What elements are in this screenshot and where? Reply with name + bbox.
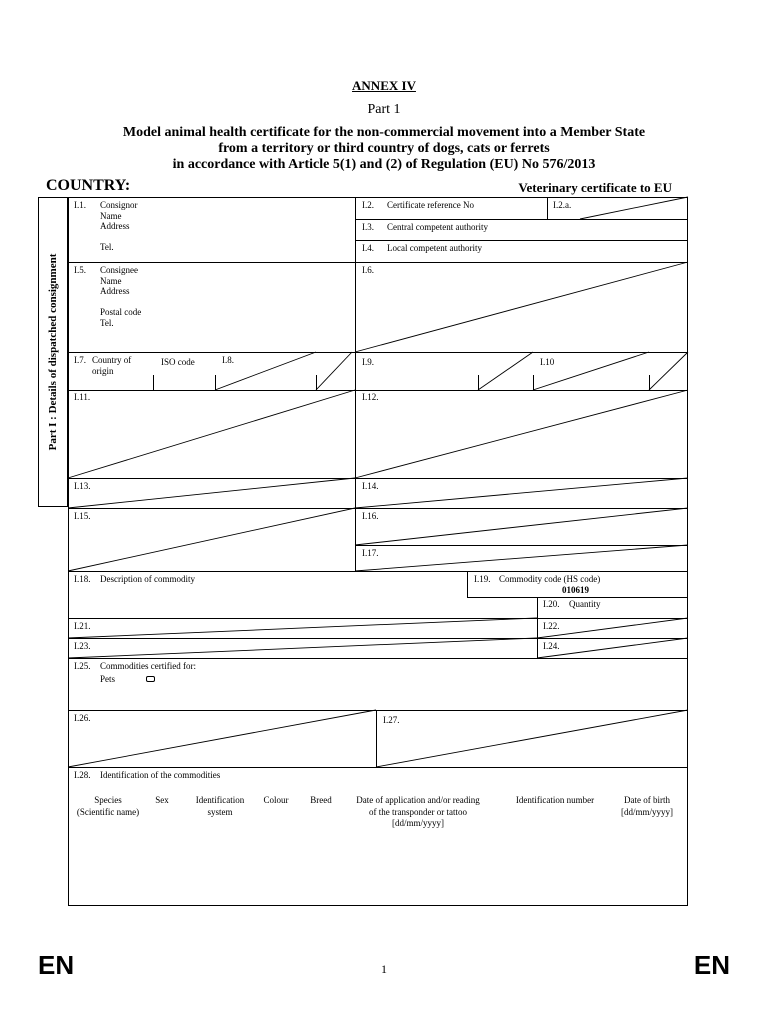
field-i19-code: I.19.	[474, 574, 491, 584]
field-i20-code: I.20.	[543, 599, 560, 609]
title-line-3: in accordance with Article 5(1) and (2) of Regulation (EU) No 576/2013	[172, 157, 596, 172]
country-of-label: Country of	[92, 355, 132, 365]
certificate-reference-label: Certificate reference No	[387, 200, 474, 210]
central-authority-label: Central competent authority	[387, 222, 488, 232]
consignee-address-label: Address	[100, 286, 130, 296]
field-i28-code: I.28.	[74, 770, 91, 780]
column-species	[77, 795, 139, 818]
field-i4-code: I.4.	[362, 243, 374, 253]
column-date-of-birth-line-1: Date of birth	[624, 795, 670, 805]
field-i2-code: I.2.	[362, 200, 374, 210]
consignor-label: Consignor	[100, 200, 138, 210]
field-i5-code: I.5.	[74, 265, 86, 275]
consignor-name-label: Name	[100, 210, 122, 221]
field-i15-code: I.15.	[74, 511, 91, 521]
country-of-origin-label	[92, 355, 131, 376]
consignor-blank-line	[100, 232, 138, 243]
field-i25-code: I.25.	[74, 661, 91, 671]
description-of-commodity-label: Description of commodity	[100, 574, 195, 584]
commodity-code-value: 010619	[562, 585, 589, 595]
consignor-address-label: Address	[100, 221, 130, 231]
country-label: COUNTRY:	[46, 177, 131, 194]
column-date-of-application-line-3: [dd/mm/yyyy]	[391, 818, 444, 828]
field-i17-code: I.17.	[362, 548, 379, 558]
column-date-of-application-line-1: Date of application and/or reading	[356, 795, 480, 805]
column-sex-line-1: Sex	[155, 795, 169, 805]
field-i1-label	[100, 200, 138, 253]
field-i21-code: I.21.	[74, 621, 91, 631]
iso-code-label: ISO code	[161, 357, 195, 367]
column-identification-system-line-2: system	[207, 806, 233, 817]
field-i5-label	[100, 265, 141, 328]
field-i12-code: I.12.	[362, 392, 379, 402]
footer-language-right: EN	[693, 950, 730, 980]
title-line-1: Model animal health certificate for the non-commercial movement into a Member State	[122, 125, 646, 140]
pets-option-label: Pets	[100, 674, 116, 684]
column-identification-system	[196, 795, 244, 818]
column-identification-system-line-1: Identification	[195, 795, 245, 805]
field-i11-code: I.11.	[74, 392, 91, 402]
consignee-tel-label: Tel.	[100, 317, 114, 328]
consignee-name-label: Name	[100, 275, 122, 286]
part-one-side-label: Part I : Details of dispatched consignment	[47, 253, 59, 451]
column-breed-line-1: Breed	[310, 795, 332, 805]
consignee-label: Consignee	[100, 265, 138, 275]
field-i18-code: I.18.	[74, 574, 91, 584]
column-breed	[310, 795, 332, 807]
field-i10-code: I.10	[540, 357, 555, 367]
column-species-line-2: (Scientific name)	[76, 806, 140, 817]
column-identification-number	[516, 795, 594, 807]
column-date-of-birth-line-2: [dd/mm/yyyy]	[621, 806, 673, 817]
column-date-of-birth	[621, 795, 673, 818]
quantity-label: Quantity	[569, 599, 601, 609]
annex-heading: ANNEX IV	[352, 78, 416, 93]
column-date-of-application	[356, 795, 479, 830]
field-i3-code: I.3.	[362, 222, 374, 232]
page-number: 1	[381, 962, 387, 976]
column-sex	[155, 795, 169, 807]
field-i9-code: I.9.	[362, 357, 374, 367]
commodity-code-label: Commodity code (HS code)	[499, 574, 601, 584]
field-i24-code: I.24.	[543, 641, 560, 651]
pets-checkbox[interactable]	[146, 676, 155, 682]
field-i22-code: I.22.	[543, 621, 560, 631]
column-species-line-1: Species	[94, 795, 122, 805]
consignee-postal-label: Postal code	[100, 307, 142, 317]
column-date-of-application-line-2: of the transponder or tattoo	[369, 806, 467, 817]
field-i8-code: I.8.	[222, 355, 234, 365]
field-i7-code: I.7.	[74, 355, 86, 365]
field-i14-code: I.14.	[362, 481, 379, 491]
title-line-2: from a territory or third country of dogs, cats or ferrets	[218, 141, 550, 156]
consignor-tel-label: Tel.	[100, 242, 114, 252]
field-i23-code: I.23.	[74, 641, 91, 651]
field-i2a-code: I.2.a.	[553, 200, 572, 210]
field-i1-code: I.1.	[74, 200, 86, 210]
field-i6-code: I.6.	[362, 265, 374, 275]
commodities-certified-label: Commodities certified for:	[100, 661, 196, 671]
column-identification-number-line-1: Identification number	[515, 795, 595, 805]
identification-of-commodities-label: Identification of the commodities	[100, 770, 221, 780]
footer-language-left: EN	[38, 950, 75, 980]
column-colour	[263, 795, 288, 807]
field-i13-code: I.13.	[74, 481, 91, 491]
local-authority-label: Local competent authority	[387, 243, 482, 253]
field-i26-code: I.26.	[74, 713, 91, 723]
field-i16-code: I.16.	[362, 511, 379, 521]
origin-label: origin	[92, 365, 114, 376]
field-i27-code: I.27.	[383, 715, 400, 725]
consignee-blank-line	[100, 297, 141, 308]
part-heading: Part 1	[367, 102, 401, 117]
column-colour-line-1: Colour	[263, 795, 289, 805]
veterinary-certificate-label: Veterinary certificate to EU	[518, 180, 672, 195]
